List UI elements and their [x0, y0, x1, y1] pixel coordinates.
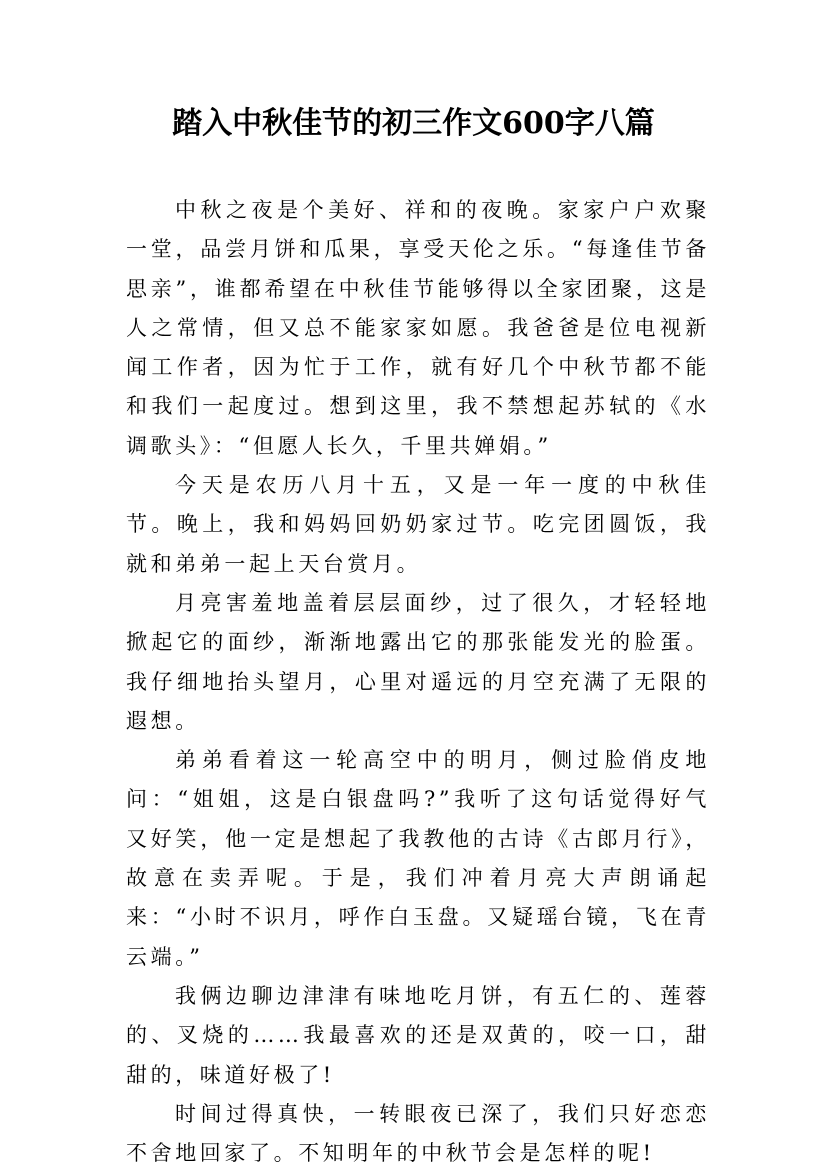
paragraph-1: 中秋之夜是个美好、祥和的夜晚。家家户户欢聚一堂，品尝月饼和瓜果，享受天伦之乐。“每逢佳节备思亲”，谁都希望在中秋佳节能够得以全家团聚，这是人之常情，但又总不能家家如愿。我爸爸是位电视新闻工作者，因为忙于工作，就有好几个中秋节都不能和我们一起度过。想到这里，我不禁想起苏轼的《水调歌头》：“但愿人长久，千里共婵娟。” [126, 198, 710, 458]
paragraph-2: 今天是农历八月十五，又是一年一度的中秋佳节。晚上，我和妈妈回奶奶家过节。吃完团圆饭，我就和弟弟一起上天台赏月。 [126, 473, 710, 576]
paragraph-4: 弟弟看着这一轮高空中的明月，侧过脸俏皮地问：“姐姐，这是白银盘吗?”我听了这句话觉得好气又好笑，他一定是想起了我教他的古诗《古郎月行》，故意在卖弄呢。于是，我们冲着月亮大声朗诵起来：“小时不识月，呼作白玉盘。又疑瑶台镜，飞在青云端。” [126, 748, 710, 969]
paragraph-3: 月亮害羞地盖着层层面纱，过了很久，才轻轻地掀起它的面纱，渐渐地露出它的那张能发光的脸蛋。我仔细地抬头望月，心里对遥远的月空充满了无限的遐想。 [126, 590, 710, 733]
document-title: 踏入中秋佳节的初三作文600字八篇 [172, 106, 655, 141]
paragraph-5: 我俩边聊边津津有味地吃月饼，有五仁的、莲蓉的、叉烧的……我最喜欢的还是双黄的，咬一口，甜甜的，味道好极了! [126, 983, 710, 1087]
document-body [126, 191, 710, 1173]
paragraph-6: 时间过得真快，一转眼夜已深了，我们只好恋恋不舍地回家了。不知明年的中秋节会是怎样的呢! [126, 1101, 710, 1166]
